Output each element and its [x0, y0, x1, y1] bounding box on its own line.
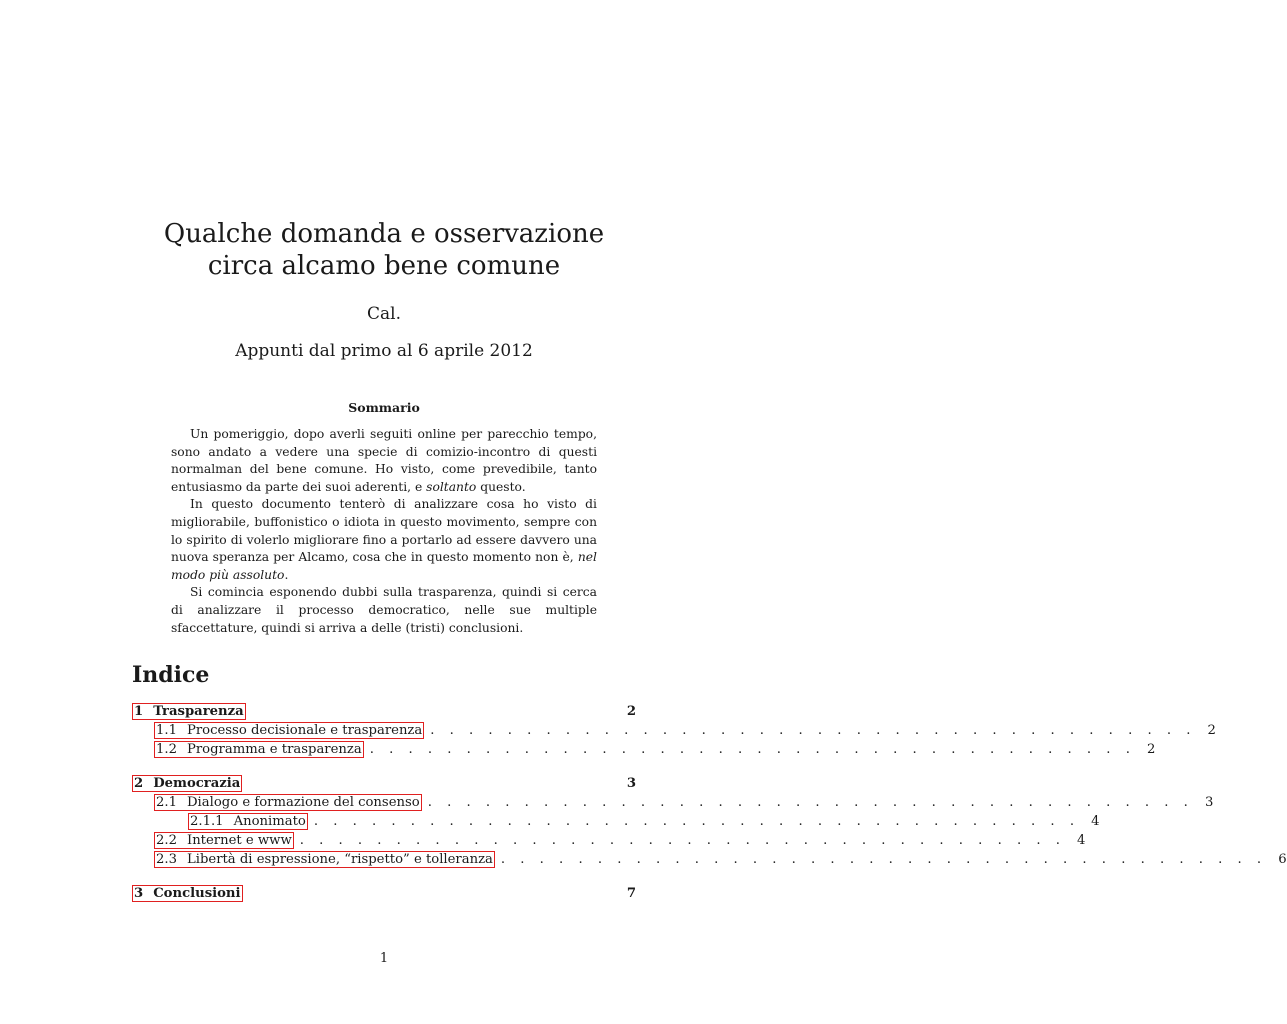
- abstract-p2-end: .: [284, 567, 289, 582]
- page-number: 1: [379, 951, 389, 966]
- toc-entry-programma: [132, 740, 1156, 759]
- toc-link-democrazia[interactable]: [132, 775, 242, 792]
- title-line-2: circa alcamo bene comune: [207, 251, 561, 281]
- abstract-p1-text: Un pomeriggio, dopo averli seguiti online per parecchio tempo, sono andato a vedere una specie di comizio-incontro di questi normalman del bene comune. Ho visto, come prevedibile, tanto entusiasmo da parte dei suoi aderenti, e: [171, 427, 597, 494]
- toc-label: Libertà di espressione, “rispetto” e tolleranza: [186, 852, 493, 867]
- toc-link-internet[interactable]: [154, 832, 294, 849]
- toc-entry-dialogo: [132, 793, 1214, 812]
- toc-page: 2: [626, 704, 636, 719]
- toc-leader: . . . . . . . . . . . . . . . . . . . . . . . . . . . . . . . . . . . . . . . .: [313, 814, 1080, 829]
- toc-link-dialogo[interactable]: [154, 794, 422, 811]
- toc-entry-conclusioni: [132, 884, 636, 903]
- toc-link-liberta[interactable]: [154, 851, 495, 868]
- toc-page: 3: [1204, 795, 1214, 810]
- toc-label: Conclusioni: [153, 886, 241, 901]
- toc-leader: . . . . . . . . . . . . . . . . . . . . . . . . . . . . . . . . . . . . . . . .: [427, 795, 1194, 810]
- toc-number: 2.2: [156, 833, 177, 848]
- toc-link-processo-decisionale[interactable]: [154, 722, 424, 739]
- abstract-heading: Sommario: [348, 400, 420, 415]
- title-line-1: Qualche domanda e osservazione: [163, 219, 605, 249]
- toc-entry-trasparenza: [132, 702, 636, 721]
- toc-link-trasparenza[interactable]: [132, 703, 246, 720]
- abstract-p2-text: In questo documento tenterò di analizzare cosa ho visto di migliorabile, buffonistico o idiota in questo movimento, sempre con lo spirito di volerlo migliorare fino a portarlo ad essere davvero una nuova speranza per Alcamo, cosa che in questo momento non è,: [171, 497, 597, 565]
- date: Appunti dal primo al 6 aprile 2012: [235, 341, 533, 361]
- toc-label: Dialogo e formazione del consenso: [186, 795, 420, 810]
- abstract-p2-emphasis: nel modo più assoluto: [171, 550, 597, 582]
- toc-label: Processo decisionale e trasparenza: [186, 723, 423, 738]
- toc-entry-internet: [132, 831, 1086, 850]
- document-title: [0, 218, 768, 282]
- toc-entry-processo-decisionale: [132, 721, 1216, 740]
- abstract-p1-emphasis: soltanto: [426, 479, 477, 494]
- toc-page: 2: [1207, 723, 1216, 738]
- toc-page: 7: [626, 886, 636, 901]
- toc-number: 3: [134, 886, 144, 901]
- toc-page: 6: [1278, 852, 1287, 867]
- toc-entry-democrazia: [132, 774, 636, 793]
- table-of-contents: [132, 702, 1287, 903]
- toc-link-programma[interactable]: [154, 741, 364, 758]
- toc-page: 3: [626, 776, 636, 791]
- abstract-paragraph-3: Si comincia esponendo dubbi sulla trasparenza, quindi si cerca di analizzare il processo democratico, nelle sue multiple sfaccettature, quindi si arriva a delle (tristi) conclusioni.: [171, 585, 597, 635]
- toc-entry-liberta: [132, 850, 1287, 869]
- toc-label: Programma e trasparenza: [186, 742, 362, 757]
- toc-number: 2.3: [156, 852, 177, 867]
- toc-entry-anonimato: [132, 812, 1100, 831]
- toc-leader: . . . . . . . . . . . . . . . . . . . . . . . . . . . . . . . . . . . . . . . .: [500, 852, 1267, 867]
- toc-link-anonimato[interactable]: [188, 813, 308, 830]
- toc-number: 1: [134, 704, 144, 719]
- toc-page: 4: [1091, 814, 1100, 829]
- toc-number: 2.1.1: [190, 814, 224, 829]
- toc-leader: . . . . . . . . . . . . . . . . . . . . . . . . . . . . . . . . . . . . . . . .: [430, 723, 1196, 738]
- toc-number: 2: [134, 776, 144, 791]
- author: Cal.: [367, 304, 401, 324]
- toc-label: Trasparenza: [153, 704, 244, 719]
- toc-number: 1.1: [156, 723, 177, 738]
- toc-leader: . . . . . . . . . . . . . . . . . . . . . . . . . . . . . . . . . . . . . . . .: [299, 833, 1066, 848]
- toc-label: Democrazia: [153, 776, 241, 791]
- abstract-paragraph-2: [171, 496, 597, 584]
- toc-page: 4: [1077, 833, 1086, 848]
- toc-label: Anonimato: [233, 814, 306, 829]
- abstract-paragraph-1: [171, 426, 597, 496]
- toc-number: 2.1: [156, 795, 177, 810]
- toc-heading: Indice: [132, 662, 210, 688]
- abstract-body: [171, 426, 597, 637]
- toc-page: 2: [1147, 742, 1156, 757]
- toc-leader: . . . . . . . . . . . . . . . . . . . . . . . . . . . . . . . . . . . . . . . .: [369, 742, 1136, 757]
- abstract-p1-end: questo.: [476, 479, 526, 494]
- toc-number: 1.2: [156, 742, 177, 757]
- toc-link-conclusioni[interactable]: [132, 885, 243, 902]
- toc-label: Internet e www: [186, 833, 292, 848]
